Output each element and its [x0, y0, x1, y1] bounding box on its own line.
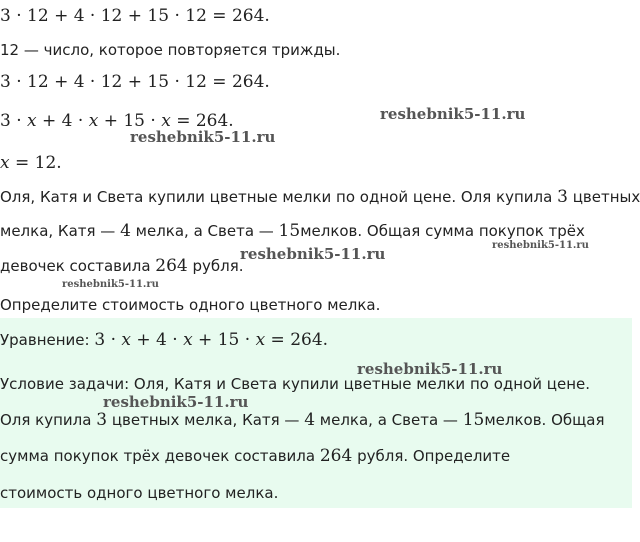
var-x: x: [0, 153, 10, 173]
watermark: reshebnik5-11.ru: [492, 240, 589, 251]
text-run: мелков. Общая: [484, 411, 605, 429]
text-run: рубля. Определите: [352, 447, 511, 465]
eq3-part: + 4 ·: [36, 111, 89, 131]
text-run: Оля купила: [0, 411, 97, 429]
text-run: мелка, а Света —: [130, 222, 279, 240]
eq-part: + 15 ·: [192, 330, 256, 350]
solution-line: [0, 153, 62, 173]
eq3-part: 3 ·: [0, 111, 28, 131]
watermark: reshebnik5-11.ru: [357, 360, 503, 378]
watermark: reshebnik5-11.ru: [240, 245, 386, 263]
number: 4: [304, 410, 316, 430]
condition-line-1: Условие задачи: Оля, Катя и Света купили цветные мелки по одной цене.: [0, 375, 590, 393]
equation-1: 3 · 12 + 4 · 12 + 15 · 12 = 264.: [0, 6, 270, 26]
text-run: рубля.: [187, 257, 244, 275]
var-x: x: [121, 330, 131, 350]
eq3-part: + 15 ·: [98, 111, 162, 131]
watermark: reshebnik5-11.ru: [62, 279, 159, 290]
var-x: x: [255, 330, 266, 350]
eq3-part: = 264.: [170, 111, 234, 131]
answer-block: [0, 318, 632, 508]
text-run: Оля, Катя и Света купили цветные мелки по одной цене. Оля купила: [0, 188, 558, 206]
eq-part: 3 ·: [94, 330, 122, 350]
text-run: сумма покупок трёх девочек составила: [0, 447, 320, 465]
number: 264: [155, 256, 188, 276]
var-x: x: [27, 111, 37, 131]
solution-value: = 12.: [9, 153, 62, 173]
text-run: цветных мелка, Катя —: [107, 411, 305, 429]
number: 15: [278, 221, 301, 241]
problem-line-4: Определите стоимость одного цветного мелка.: [0, 296, 381, 314]
number: 15: [462, 410, 485, 430]
eq-part: = 264.: [265, 330, 329, 350]
watermark: reshebnik5-11.ru: [380, 105, 526, 123]
var-x: x: [88, 111, 99, 131]
condition-line-2: [0, 410, 604, 430]
equation-label: Уравнение:: [0, 331, 95, 349]
text-run: цветных: [567, 188, 640, 206]
problem-line-2: [0, 221, 585, 241]
number: 264: [319, 446, 353, 466]
var-x: x: [161, 111, 171, 131]
eq-part: + 4 ·: [130, 330, 184, 350]
condition-line-3: [0, 446, 510, 466]
number: 3: [96, 410, 108, 430]
problem-line-1: [0, 187, 640, 207]
var-x: x: [183, 330, 193, 350]
number: 3: [557, 187, 568, 207]
equation-2: 3 · 12 + 4 · 12 + 15 · 12 = 264.: [0, 72, 270, 92]
watermark: reshebnik5-11.ru: [103, 393, 249, 411]
note-line: 12 — число, которое повторяется трижды.: [0, 41, 341, 59]
text-run: мелка, а Света —: [315, 411, 463, 429]
answer-equation: [0, 330, 328, 350]
text-run: мелков. Общая сумма покупок трёх: [300, 222, 585, 240]
condition-line-4: стоимость одного цветного мелка.: [0, 484, 279, 502]
text-run: девочек составила: [0, 257, 156, 275]
number: 4: [120, 221, 131, 241]
watermark: reshebnik5-11.ru: [130, 128, 276, 146]
text-run: мелка, Катя —: [0, 222, 121, 240]
problem-line-3: [0, 256, 244, 276]
